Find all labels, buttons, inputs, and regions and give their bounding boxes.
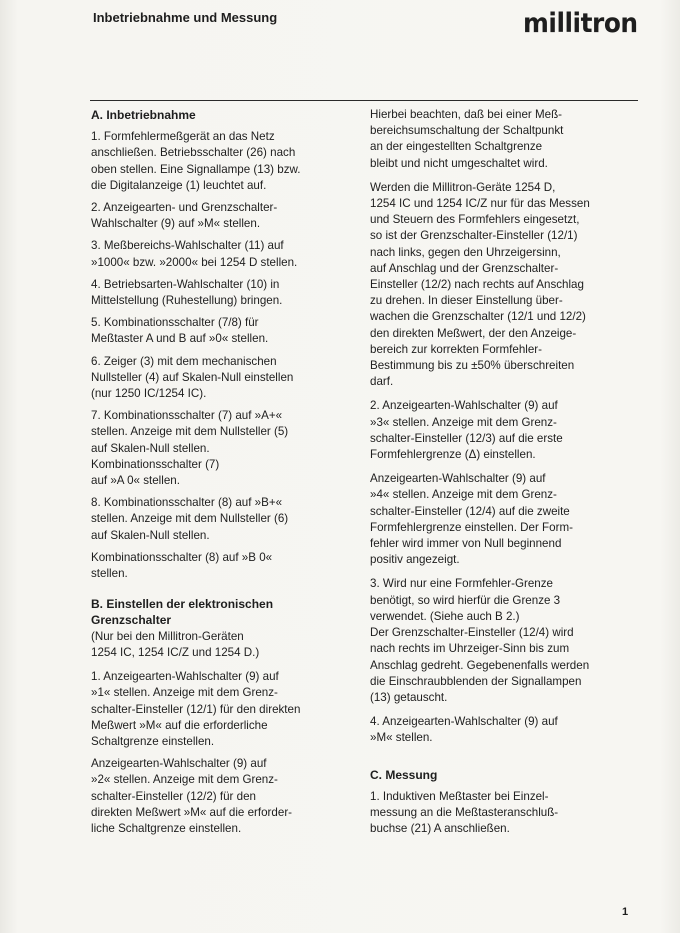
- a-step-1: 1. Formfehlermeßgerät an das Netz anschließen. Betriebsschalter (26) nach oben stellen. Eine Signallampe (13) bzw. die Digitalanzeige (1) leuchtet auf.: [91, 130, 301, 192]
- b-step-1-continued: Anzeigearten-Wahlschalter (9) auf »2« stellen. Anzeige mit dem Grenz- schalter-Einsteller (12/2) für den direkten Meßwert »M« auf die erforder- liche Schaltgrenze einstellen.: [91, 757, 293, 835]
- page-header-title: Inbetriebnahme und Messung: [93, 10, 278, 25]
- b-step-4: 4. Anzeigearten-Wahlschalter (9) auf »M« stellen.: [370, 715, 558, 745]
- right-para-1: Hierbei beachten, daß bei einer Meß- bereichsumschaltung der Schaltpunkt an der eingestellten Schaltgrenze bleibt und nicht umgeschaltet wird.: [370, 108, 564, 170]
- section-c-heading: C. Messung: [370, 767, 438, 782]
- right-para-2: Werden die Millitron-Geräte 1254 D, 1254 IC und 1254 IC/Z nur für das Messen und Steuern des Formfehlers eingesetzt, so ist der Grenzschalter-Einsteller (12/1) nach links, gegen den Uhrzeigersinn, auf Anschlag und der Grenzschalter- Einsteller (12/2) nach rechts auf Anschlag zu drehen. In dieser Einstellung über- wachen die Grenzschalter (12/1 und 12/2) den direkten Meßwert, der den Anzeige- bereich zur korrekten Formfehler- Bestimmung bis zu ±50% überschreiten darf.: [370, 180, 590, 389]
- header-rule: [90, 100, 638, 101]
- b-step-2: 2. Anzeigearten-Wahlschalter (9) auf »3« stellen. Anzeige mit dem Grenz- schalter-Einsteller (12/3) auf die erste Formfehlergrenze (Δ) einstellen.: [370, 399, 563, 462]
- a-step-2: 2. Anzeigearten- und Grenzschalter- Wahlschalter (9) auf »M« stellen.: [91, 201, 278, 231]
- a-step-5: 5. Kombinationsschalter (7/8) für Meßtaster A und B auf »0« stellen.: [91, 316, 269, 346]
- a-step-3: 3. Meßbereichs-Wahlschalter (11) auf »1000« bzw. »2000« bei 1254 D stellen.: [91, 239, 298, 269]
- b-step-1: 1. Anzeigearten-Wahlschalter (9) auf »1« stellen. Anzeige mit dem Grenz- schalter-Einsteller (12/1) für den direkten Meßwert »M« auf die erforderliche Schaltgrenze einstellen.: [91, 670, 301, 748]
- section-b-intro: (Nur bei den Millitron-Geräten 1254 IC, 1254 IC/Z und 1254 D.): [91, 629, 260, 659]
- brand-logo: millitron: [523, 8, 638, 39]
- a-step-8-continued: Kombinationsschalter (8) auf »B 0« stellen.: [91, 550, 273, 581]
- b-step-2-continued: Anzeigearten-Wahlschalter (9) auf »4« stellen. Anzeige mit dem Grenz- schalter-Einsteller (12/4) auf die zweite Formfehlergrenze einstellen. Der Form- fehler wird immer von Null beginnend positiv angezeigt.: [370, 472, 573, 567]
- a-step-6: 6. Zeiger (3) mit dem mechanischen Nullsteller (4) auf Skalen-Null einstellen (nur 1250 IC/1254 IC).: [91, 354, 294, 401]
- a-step-4: 4. Betriebsarten-Wahlschalter (10) in Mittelstellung (Ruhestellung) bringen.: [91, 277, 283, 308]
- section-a-heading: A. Inbetriebnahme: [91, 108, 196, 122]
- c-step-1: 1. Induktiven Meßtaster bei Einzel- messung an die Meßtasteranschluß- buchse (21) A anschließen.: [370, 789, 559, 836]
- left-column: [91, 107, 353, 843]
- right-column: [370, 107, 638, 843]
- section-b-heading: B. Einstellen der elektronischen Grenzschalter: [91, 597, 274, 628]
- b-step-3: 3. Wird nur eine Formfehler-Grenze benötigt, so wird hierfür die Grenze 3 verwendet. (Siehe auch B 2.) Der Grenzschalter-Einsteller (12/4) wird nach rechts im Uhrzeiger-Sinn bis zum Anschlag gedreht. Gegebenenfalls werden die Einschraubblenden der Signallampen (13) getauscht.: [370, 577, 590, 704]
- a-step-7: 7. Kombinationsschalter (7) auf »A+« stellen. Anzeige mit dem Nullsteller (5) auf Skalen-Null stellen. Kombinationsschalter (7) auf »A 0« stellen.: [91, 409, 289, 488]
- page-number: 1: [622, 906, 629, 918]
- a-step-8: 8. Kombinationsschalter (8) auf »B+« stellen. Anzeige mit dem Nullsteller (6) auf Skalen-Null stellen.: [91, 496, 289, 542]
